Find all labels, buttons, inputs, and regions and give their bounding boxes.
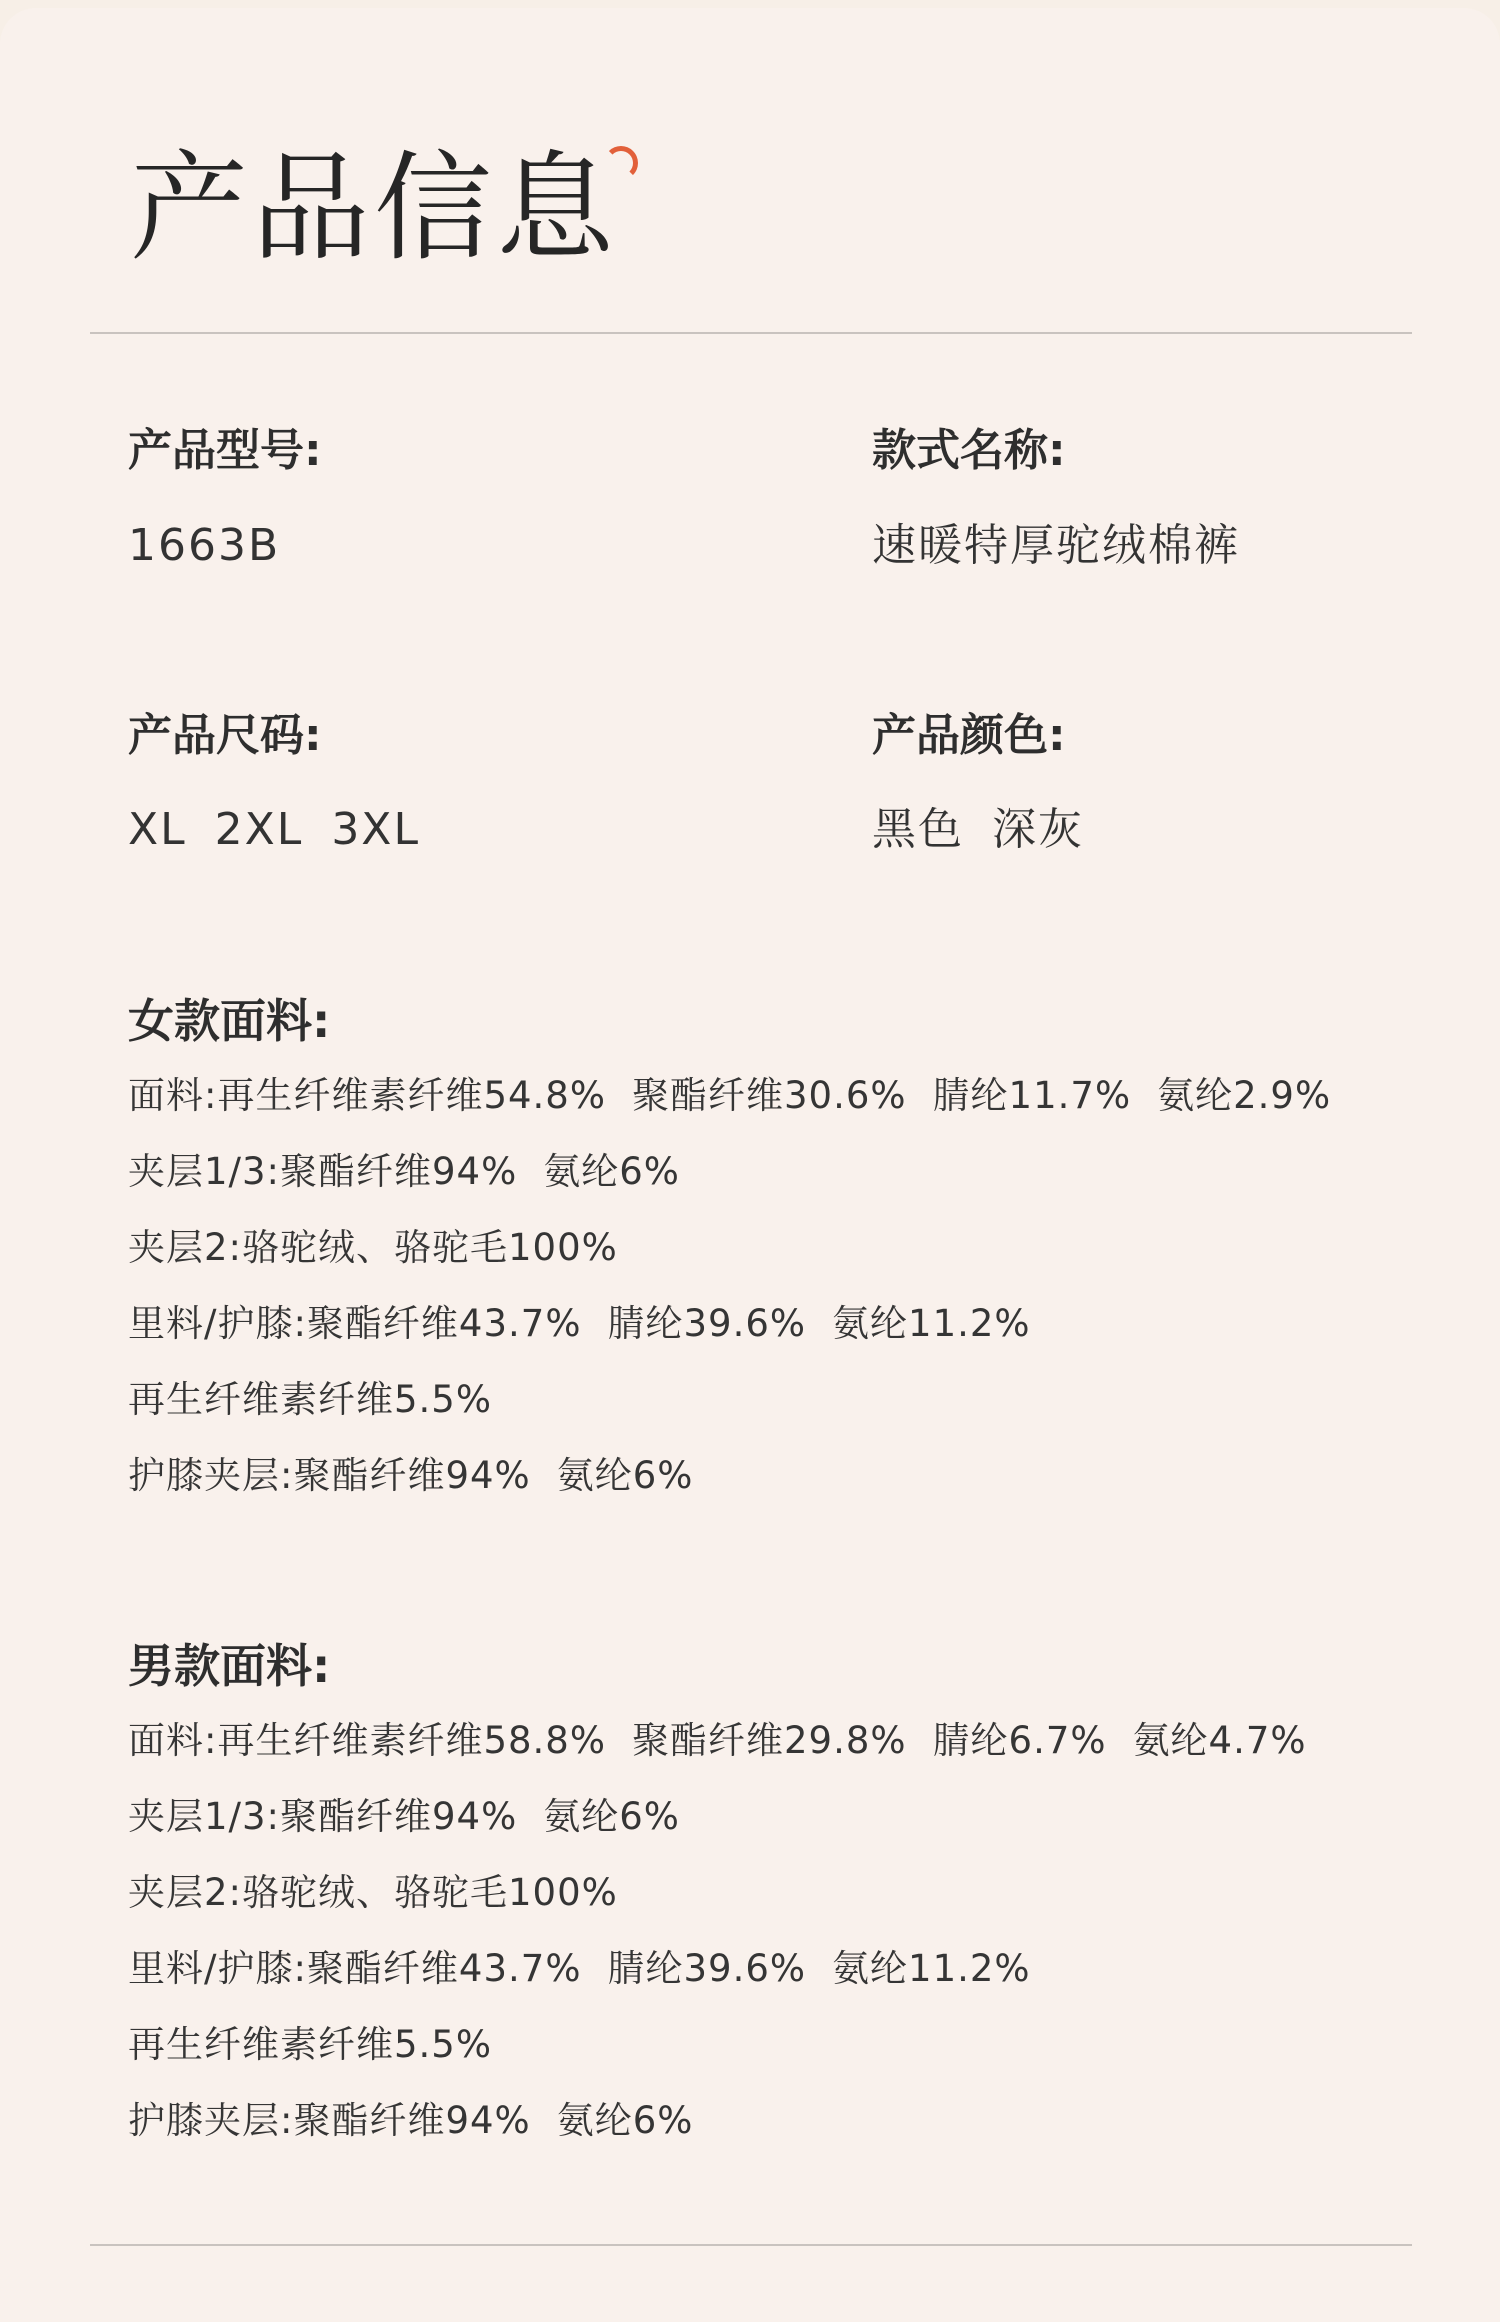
men-fabric-list xyxy=(128,1703,1307,2159)
fabric-line xyxy=(128,1134,1331,1210)
fabric-item: 氨纶2.9% xyxy=(1157,1074,1332,1117)
top-divider xyxy=(90,332,1412,334)
fabric-item: 护膝夹层:聚酯纤维94% xyxy=(128,1454,531,1497)
fabric-line xyxy=(128,2083,1307,2159)
fabric-item: 氨纶6% xyxy=(556,1454,694,1497)
fabric-item: 再生纤维素纤维5.5% xyxy=(128,1378,492,1421)
fabric-item: 面料:再生纤维素纤维58.8% xyxy=(128,1719,607,1762)
fabric-item: 聚酯纤维30.6% xyxy=(632,1074,907,1117)
size-label: 产品尺码: xyxy=(128,710,322,761)
fabric-item: 氨纶11.2% xyxy=(832,1302,1031,1345)
fabric-item: 再生纤维素纤维5.5% xyxy=(128,2023,492,2066)
fabric-item: 氨纶6% xyxy=(543,1150,680,1193)
product-info-card xyxy=(0,8,1500,2322)
fabric-item: 聚酯纤维29.8% xyxy=(632,1719,907,1762)
fabric-line xyxy=(128,1931,1307,2007)
fabric-item: 夹层2:骆驼绒、骆驼毛100% xyxy=(128,1871,618,1914)
style-label: 款式名称: xyxy=(872,425,1066,476)
women-fabric-title: 女款面料: xyxy=(128,994,331,1048)
fabric-item: 腈纶39.6% xyxy=(607,1302,807,1345)
fabric-line xyxy=(128,1855,1307,1931)
fabric-item: 面料:再生纤维素纤维54.8% xyxy=(128,1074,607,1117)
size-option: 3XL xyxy=(331,804,420,855)
fabric-item: 氨纶11.2% xyxy=(832,1947,1031,1990)
page-title: 产品信息 xyxy=(130,139,619,277)
fabric-line xyxy=(128,1286,1331,1362)
fabric-item: 氨纶4.7% xyxy=(1132,1719,1307,1762)
bottom-divider xyxy=(90,2244,1412,2246)
fabric-item: 腈纶11.7% xyxy=(932,1074,1132,1117)
color-value-list xyxy=(872,800,1084,860)
fabric-item: 夹层2:骆驼绒、骆驼毛100% xyxy=(128,1226,618,1269)
fabric-line xyxy=(128,1362,1331,1438)
fabric-line xyxy=(128,1058,1331,1134)
size-option: XL xyxy=(128,804,187,855)
fabric-line xyxy=(128,1438,1331,1514)
size-value-list xyxy=(128,800,420,860)
style-value: 速暖特厚驼绒棉裤 xyxy=(872,520,1240,571)
fabric-line xyxy=(128,1703,1307,1779)
size-option: 2XL xyxy=(214,804,304,855)
model-label: 产品型号: xyxy=(128,425,322,476)
fabric-item: 夹层1/3:聚酯纤维94% xyxy=(128,1150,518,1193)
fabric-line xyxy=(128,1779,1307,1855)
color-option: 黑色 xyxy=(872,804,964,855)
men-fabric-title: 男款面料: xyxy=(128,1639,331,1693)
fabric-item: 腈纶6.7% xyxy=(932,1719,1107,1762)
fabric-item: 氨纶6% xyxy=(543,1795,680,1838)
color-label: 产品颜色: xyxy=(872,710,1066,761)
fabric-item: 里料/护膝:聚酯纤维43.7% xyxy=(128,1947,582,1990)
fabric-item: 氨纶6% xyxy=(556,2099,694,2142)
fabric-item: 腈纶39.6% xyxy=(607,1947,807,1990)
color-option: 深灰 xyxy=(992,804,1084,855)
fabric-item: 里料/护膝:聚酯纤维43.7% xyxy=(128,1302,582,1345)
fabric-item: 夹层1/3:聚酯纤维94% xyxy=(128,1795,518,1838)
fabric-line xyxy=(128,1210,1331,1286)
model-value: 1663B xyxy=(128,520,281,571)
women-fabric-list xyxy=(128,1058,1331,1514)
fabric-line xyxy=(128,2007,1307,2083)
title-block xyxy=(130,138,618,278)
fabric-item: 护膝夹层:聚酯纤维94% xyxy=(128,2099,531,2142)
accent-ring-icon xyxy=(604,146,638,180)
